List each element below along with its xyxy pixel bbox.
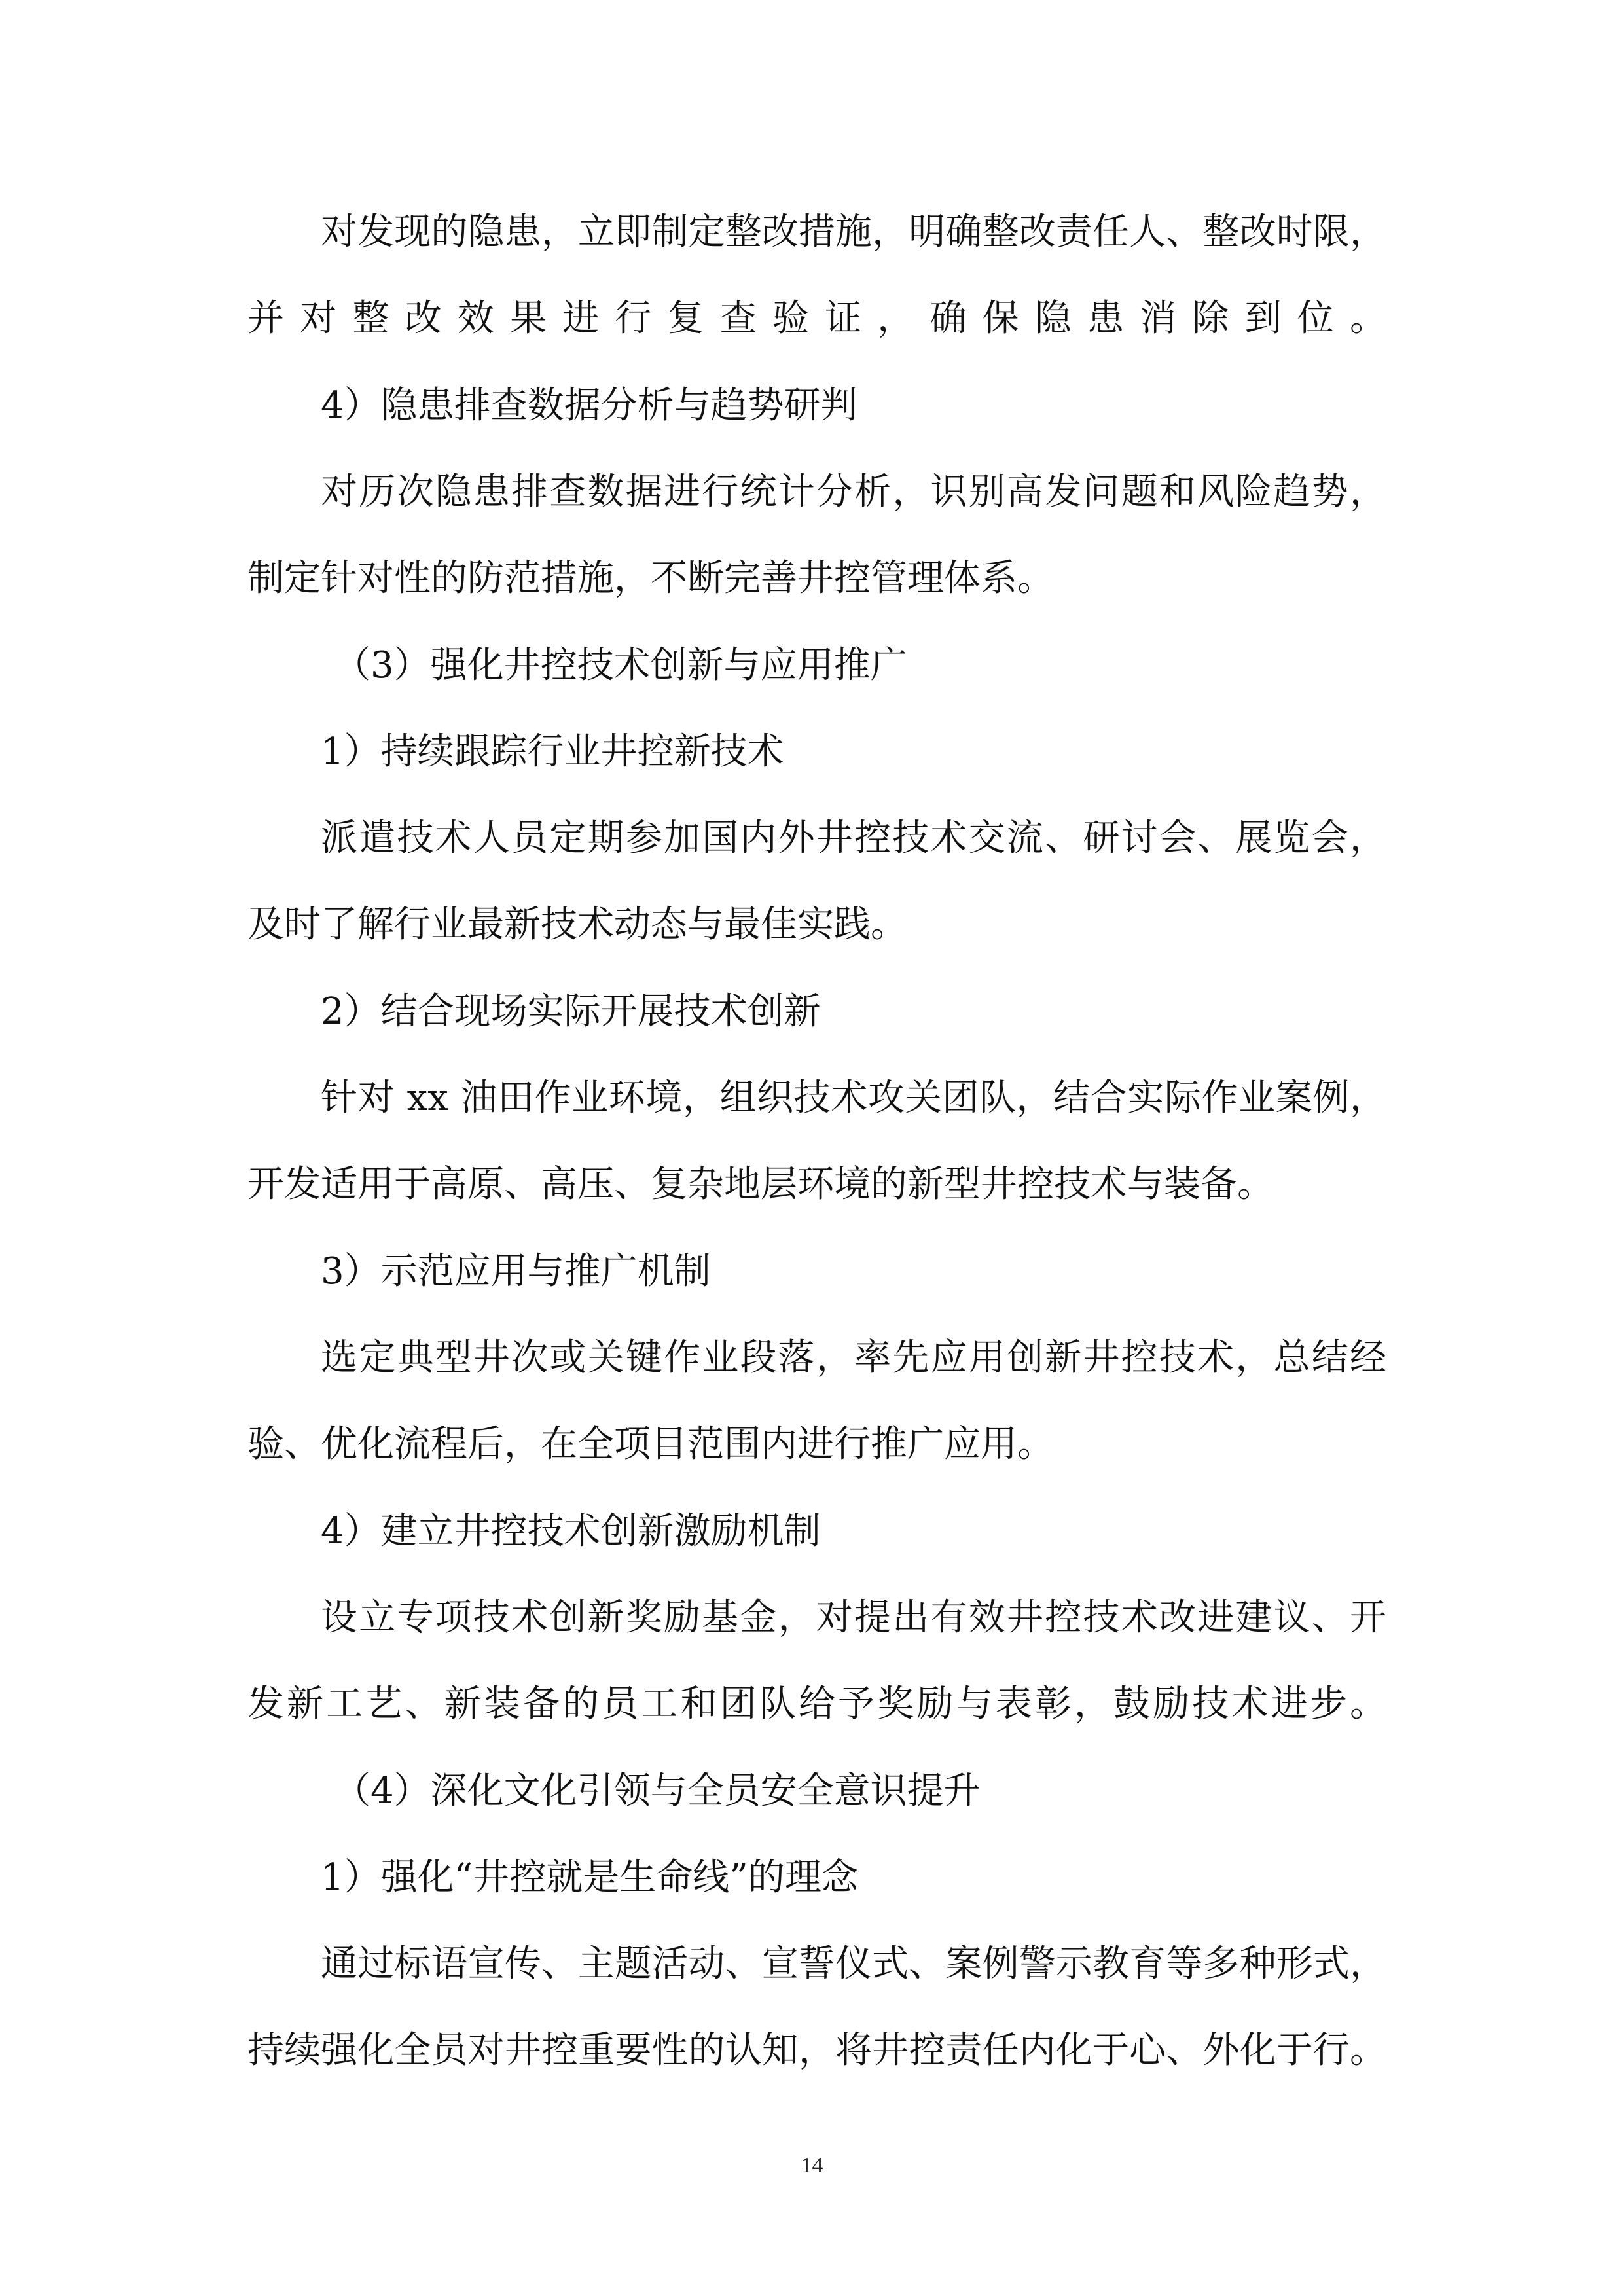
subsection-heading: 4）建立井控技术创新激励机制: [321, 1510, 821, 1552]
paragraph-line: 开发适用于高原、高压、复杂地层环境的新型井控技术与装备。: [247, 1163, 1274, 1206]
paragraph-line: 通过标语宣传、主题活动、宣誓仪式、案例警示教育等多种形式，: [321, 1943, 1386, 1985]
paragraph-line: 对发现的隐患，立即制定整改措施，明确整改责任人、整改时限，: [321, 211, 1386, 253]
paragraph-line: 针对 xx 油田作业环境，组织技术攻关团队，结合实际作业案例，: [321, 1077, 1386, 1119]
paragraph-line: 验、优化流程后，在全项目范围内进行推广应用。: [247, 1423, 1054, 1465]
section-heading: （3）强化井控技术创新与应用推广: [334, 644, 907, 687]
paragraph-line: 选定典型井次或关键作业段落，率先应用创新井控技术，总结经: [321, 1336, 1386, 1379]
paragraph-line: 制定针对性的防范措施，不断完善井控管理体系。: [247, 557, 1054, 600]
paragraph-line: 派遣技术人员定期参加国内外井控技术交流、研讨会、展览会，: [321, 817, 1386, 859]
subsection-heading: 1）持续跟踪行业井控新技术: [321, 730, 784, 773]
paragraph-line: 及时了解行业最新技术动态与最佳实践。: [247, 903, 907, 946]
subsection-heading: 2）结合现场实际开展技术创新: [321, 990, 821, 1033]
paragraph-line: 对历次隐患排查数据进行统计分析，识别高发问题和风险趋势，: [321, 471, 1386, 513]
paragraph-line: 并对整改效果进行复查验证，确保隐患消除到位。: [247, 297, 1386, 340]
subsection-heading: 3）示范应用与推广机制: [321, 1250, 711, 1293]
subsection-heading: 1）强化“井控就是生命线”的理念: [321, 1856, 858, 1899]
page-number: 14: [801, 2153, 823, 2178]
paragraph-line: 设立专项技术创新奖励基金，对提出有效井控技术改进建议、开: [321, 1596, 1386, 1639]
paragraph-line: 发新工艺、新装备的员工和团队给予奖励与表彰，鼓励技术进步。: [247, 1683, 1386, 1725]
paragraph-line: 持续强化全员对井控重要性的认知，将井控责任内化于心、外化于行。: [247, 2029, 1386, 2072]
subsection-heading: 4）隐患排查数据分析与趋势研判: [321, 384, 857, 427]
section-heading: （4）深化文化引领与全员安全意识提升: [334, 1770, 981, 1812]
